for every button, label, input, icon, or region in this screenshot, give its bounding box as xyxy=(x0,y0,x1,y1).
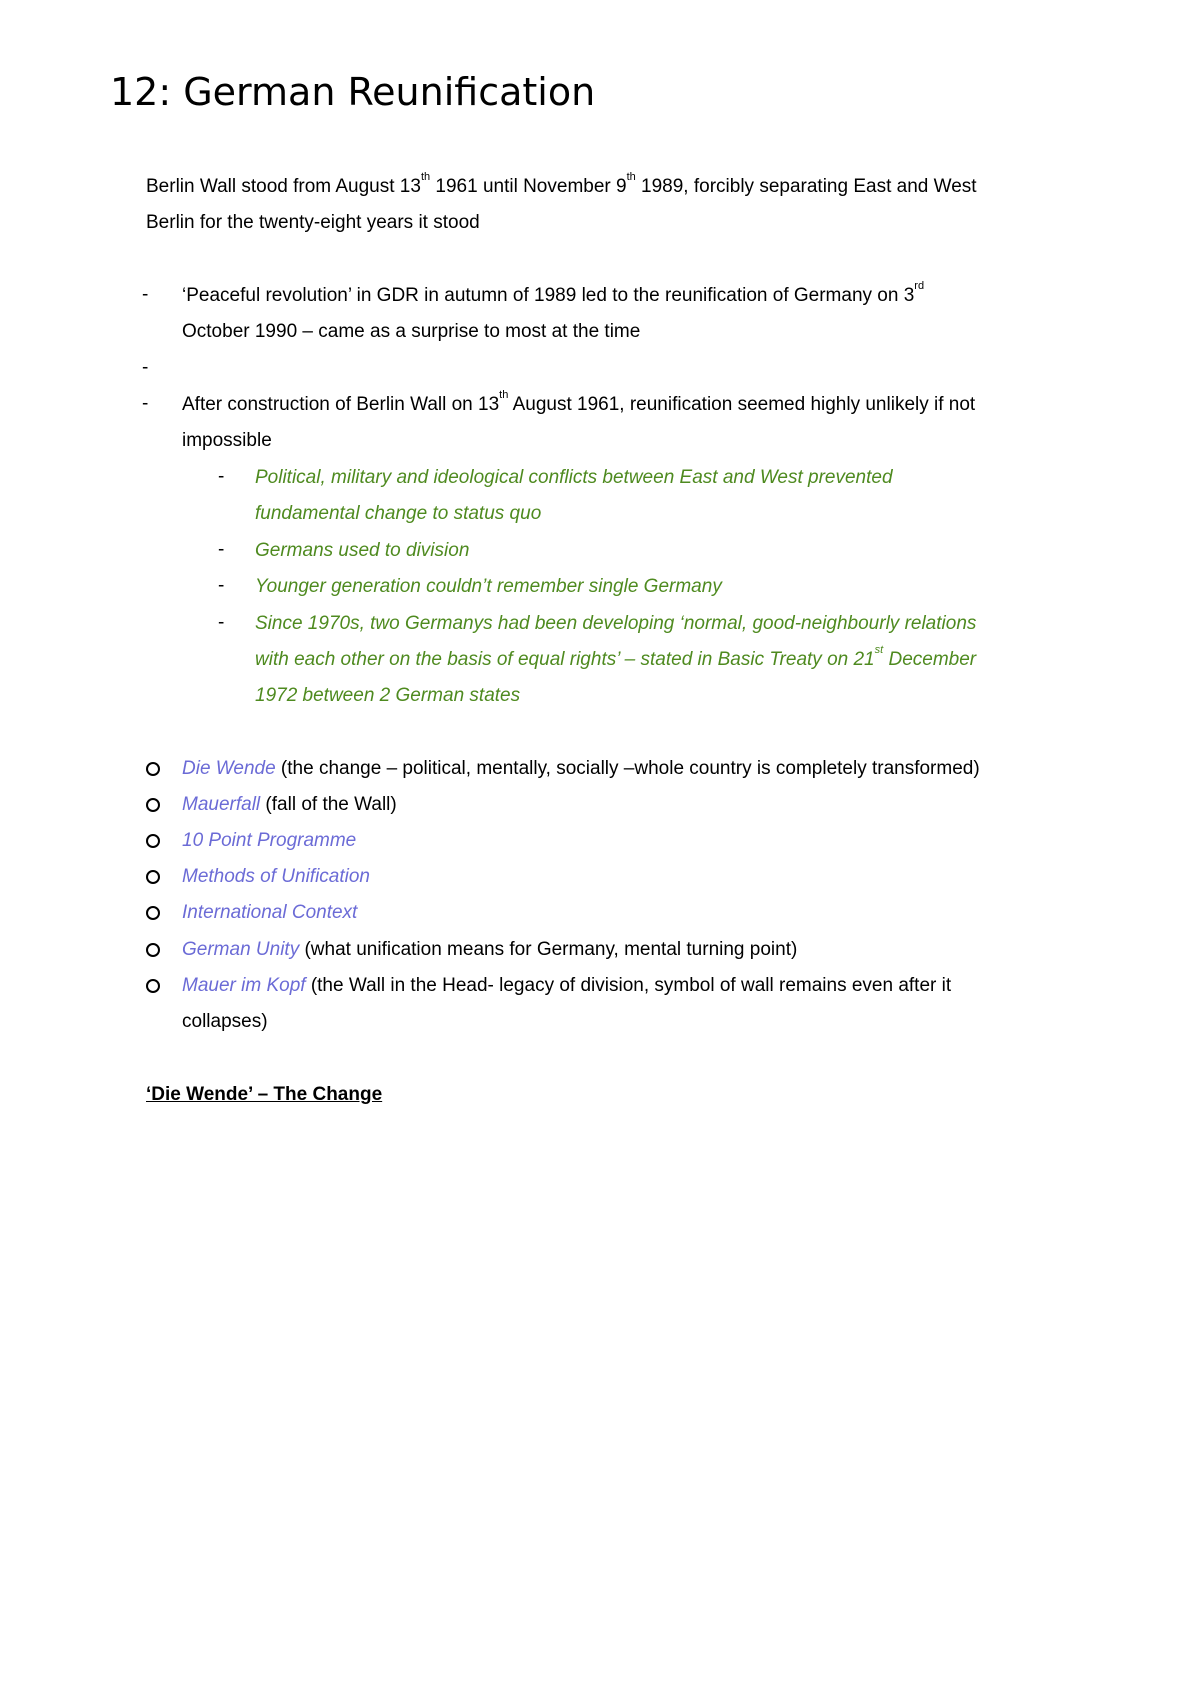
sub-bullet-3: Younger generation couldn’t remember single Germany xyxy=(255,576,722,597)
topic-german-unity xyxy=(182,937,797,963)
topic-methods-of-unification xyxy=(182,864,370,890)
intro-line-2: Berlin for the twenty-eight years it stood xyxy=(146,212,480,233)
superscript: th xyxy=(626,171,636,183)
topic-description: (what unification means for Germany, mental turning point) xyxy=(299,939,798,960)
sub-bullet-text: December xyxy=(883,649,977,670)
dash-bullet: - xyxy=(218,612,225,633)
sub-bullet-1-line-2: fundamental change to status quo xyxy=(255,503,542,524)
topic-link-10-point-programme[interactable]: 10 Point Programme xyxy=(182,830,357,851)
circle-bullet-icon xyxy=(146,870,160,884)
circle-bullet-icon xyxy=(146,943,160,957)
dash-bullet: - xyxy=(218,575,225,596)
topic-description: (the Wall in the Head- legacy of division, symbol of wall remains even after it xyxy=(305,975,952,996)
sub-bullet-2: Germans used to division xyxy=(255,540,470,561)
superscript: th xyxy=(420,171,431,183)
topic-description: (the change – political, mentally, socially –whole country is completely transformed) xyxy=(275,758,980,779)
topic-mauerfall xyxy=(182,792,397,818)
bullet-2-line-2: impossible xyxy=(182,430,272,451)
topic-international-context xyxy=(182,900,357,926)
bullet-text: After construction of Berlin Wall on 13 xyxy=(182,394,500,415)
topic-link-methods-of-unification[interactable]: Methods of Unification xyxy=(182,866,370,887)
circle-bullet-icon xyxy=(146,979,160,993)
sub-bullet-text: with each other on the basis of equal rights’ – stated in Basic Treaty on 21 xyxy=(255,649,875,670)
bullet-1-line-2: October 1990 – came as a surprise to most at the time xyxy=(182,321,641,342)
sub-bullet-4-line-3: 1972 between 2 German states xyxy=(255,685,521,706)
circle-bullet-icon xyxy=(146,798,160,812)
dash-bullet: - xyxy=(142,357,149,378)
circle-bullet-icon xyxy=(146,762,160,776)
circle-bullet-icon xyxy=(146,906,160,920)
topic-link-international-context[interactable]: International Context xyxy=(182,902,358,923)
topic-link-die-wende[interactable]: Die Wende xyxy=(182,758,276,779)
intro-text: 1961 until November 9 xyxy=(430,176,627,197)
circle-bullet-icon xyxy=(146,834,160,848)
topic-mauer-im-kopf-line-2: collapses) xyxy=(182,1011,268,1032)
section-heading: ‘Die Wende’ – The Change xyxy=(146,1084,383,1105)
topic-description: (fall of the Wall) xyxy=(260,794,397,815)
page-title: 12: German Reunification xyxy=(110,70,596,114)
sub-bullet-1-line-1: Political, military and ideological conflicts between East and West prevented xyxy=(255,467,893,488)
intro-line-1 xyxy=(146,171,977,200)
bullet-2-line-1 xyxy=(182,389,976,418)
topic-10-point-programme xyxy=(182,828,356,854)
topic-link-mauerfall[interactable]: Mauerfall xyxy=(182,794,261,815)
bullet-text: ‘Peaceful revolution’ in GDR in autumn of 1989 led to the reunification of Germany on 3 xyxy=(182,285,915,306)
dash-bullet: - xyxy=(142,284,149,305)
dash-bullet: - xyxy=(218,466,225,487)
topic-link-german-unity[interactable]: German Unity xyxy=(182,939,300,960)
topic-die-wende xyxy=(182,756,980,782)
intro-text: 1989, forcibly separating East and West xyxy=(635,176,977,197)
bullet-1-line-1 xyxy=(182,280,925,309)
sub-bullet-4-line-1: Since 1970s, two Germanys had been developing ‘normal, good-neighbourly relations xyxy=(255,613,977,634)
topic-mauer-im-kopf xyxy=(182,973,951,999)
dash-bullet: - xyxy=(142,393,149,414)
superscript: st xyxy=(874,644,884,656)
superscript: th xyxy=(499,389,509,401)
dash-bullet: - xyxy=(218,539,225,560)
intro-text: Berlin Wall stood from August 13 xyxy=(146,176,421,197)
superscript: rd xyxy=(914,280,925,292)
topic-link-mauer-im-kopf[interactable]: Mauer im Kopf xyxy=(182,975,306,996)
sub-bullet-4-line-2 xyxy=(255,644,977,673)
bullet-text: August 1961, reunification seemed highly unlikely if not xyxy=(508,394,976,415)
